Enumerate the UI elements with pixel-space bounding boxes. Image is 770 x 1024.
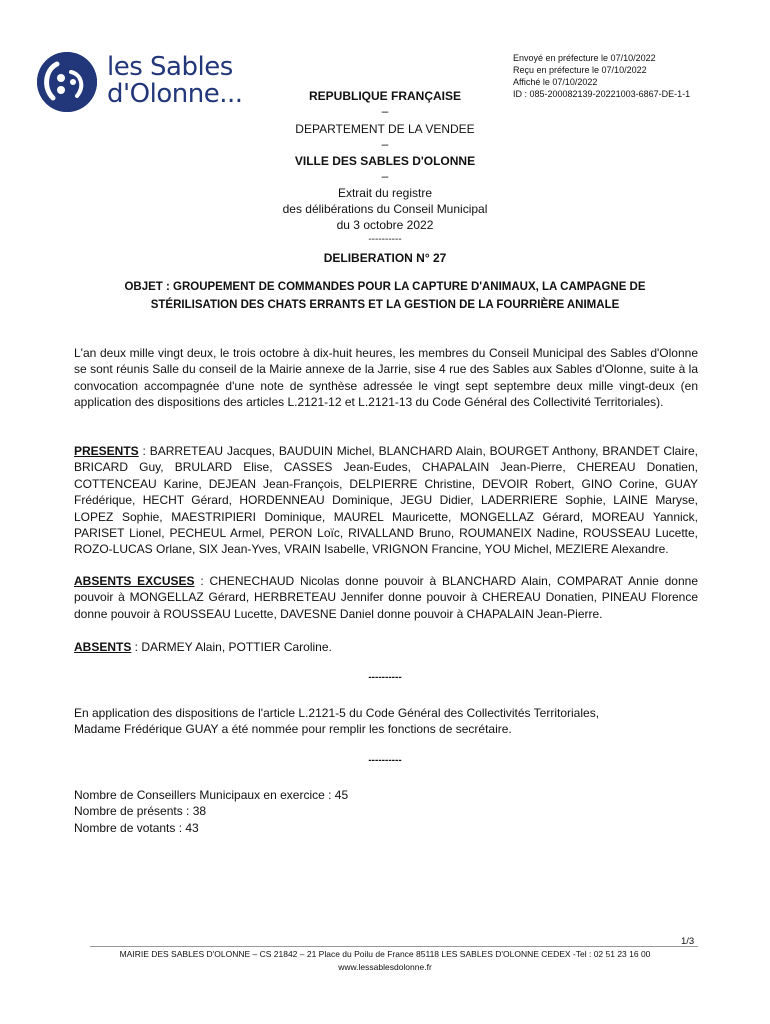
absents-excuses-list: : CHENECHAUD Nicolas donne pouvoir à BLANCHARD Alain, COMPARAT Annie donne pouvoir à MONGELLAZ Gérard, HERBRETEAU Jennifer donne pouvoir à CHEREAU Donatien, PINEAU Florence donne pouvoir à ROUSSEAU Lucette, DAVESNE Daniel donne pouvoir à CHAPALAIN Jean-Pierre. [74,574,699,621]
stamp-line: Reçu en préfecture le 07/10/2022 [513,65,647,75]
stamp-line: Affiché le 07/10/2022 [513,77,598,87]
logo-wordmark [107,54,243,108]
separator: ---------- [368,755,402,766]
absents-paragraph [74,639,698,655]
republique-heading: REPUBLIQUE FRANÇAISE [308,89,461,103]
logo-emblem-icon [37,52,97,112]
absents-excuses-paragraph [74,573,698,622]
extrait-line-1: Extrait du registre [337,186,433,200]
logo-line-2: d'Olonne... [107,79,243,109]
secretaire-line-2: Madame Frédérique GUAY a été nommée pour remplir les fonctions de secrétaire. [74,722,512,737]
prefecture-stamp [513,52,690,100]
count-presents: Nombre de présents : 38 [74,804,207,819]
dash: – [381,104,389,118]
departement-heading: DEPARTEMENT DE LA VENDEE [295,122,475,136]
ville-heading: VILLE DES SABLES D'OLONNE [294,154,476,168]
secretaire-paragraph [74,705,698,738]
dash: – [381,169,389,183]
page-number: 1/3 [681,936,695,947]
deliberation-number: DELIBERATION N° 27 [323,251,447,265]
presents-list: : BARRETEAU Jacques, BAUDUIN Michel, BLANCHARD Alain, BOURGET Anthony, BRANDET Claire, BRICARD Guy, BRULARD Elise, CASSES Jean-Eudes, CHAPALAIN Jean-Pierre, CHEREAU Donatien, COTTENCEAU Karine, DEJEAN Jean-François, DELPIERRE Christine, DEVOIR Robert, GINO Corine, GUAY Frédérique, HECHT Gérard, HORDENNEAU Dominique, JEGU Didier, LADERRIERE Sophie, LAINE Maryse, LOPEZ Sophie, MAESTRIPIERI Dominique, MAUREL Mauricette, MONGELLAZ Gérard, MOREAU Yannick, PARISET Lionel, PECHEUL Armel, PERON Loïc, RIVALLAND Bruno, ROUMANEIX Nadine, ROUSSEAU Lucette, ROZO-LUCAS Orlane, SIX Jean-Yves, VRAIN Isabelle, VRIGNON Francine, YOU Michel, MEZIERE Alexandre. [74,444,698,557]
dash-separator: ---------- [368,234,402,245]
footer-address: MAIRIE DES SABLES D'OLONNE – CS 21842 – 21 Place du Poilu de France 85118 LES SABLES D'OLONNE CEDEX -Tel : 02 51 23 16 00 [119,949,651,959]
count-votants: Nombre de votants : 43 [74,820,199,835]
footer-divider [90,946,698,947]
count-exercice: Nombre de Conseillers Municipaux en exercice : 45 [74,788,349,802]
objet-line-1: OBJET : GROUPEMENT DE COMMANDES POUR LA CAPTURE D'ANIMAUX, LA CAMPAGNE DE [124,281,646,293]
absents-list: : DARMEY Alain, POTTIER Caroline. [131,640,332,654]
presents-label: PRESENTS [74,444,139,458]
counts-block [74,787,698,836]
absents-excuses-label: ABSENTS EXCUSES [74,574,195,588]
intro-paragraph: L'an deux mille vingt deux, le trois octobre à dix-huit heures, les membres du Conseil Municipal des Sables d'Olonne se sont réunis Salle du conseil de la Mairie annexe de la Jarrie, sise 4 rue des Sables aux Sables d'Olonne, suite à la convocation accompagnée d'une note de synthèse adressée le vingt sept septembre deux mille vingt-deux (en application des dispositions des articles L.2121-12 et L.2121-13 du Code Général des Collectivité Territoriales). [74,346,698,410]
footer-website: www.lessablesdolonne.fr [338,962,432,972]
logo-line-1: les Sables [107,52,233,82]
secretaire-line-1: En application des dispositions de l'article L.2121-5 du Code Général des Collectivités Territoriales, [74,706,600,720]
stamp-line: ID : 085-200082139-20221003-6867-DE-1-1 [513,89,691,99]
extrait-line-2: des délibérations du Conseil Municipal [282,202,488,216]
objet-line-2: STÉRILISATION DES CHATS ERRANTS ET LA GESTION DE LA FOURRIÈRE ANIMALE [150,299,620,311]
session-date: du 3 octobre 2022 [336,218,434,232]
dash: – [381,137,389,151]
objet-title [90,278,680,314]
logo [37,52,252,112]
separator: ---------- [368,672,402,683]
absents-label: ABSENTS [74,640,132,654]
stamp-line: Envoyé en préfecture le 07/10/2022 [513,53,656,63]
presents-paragraph [74,443,698,558]
